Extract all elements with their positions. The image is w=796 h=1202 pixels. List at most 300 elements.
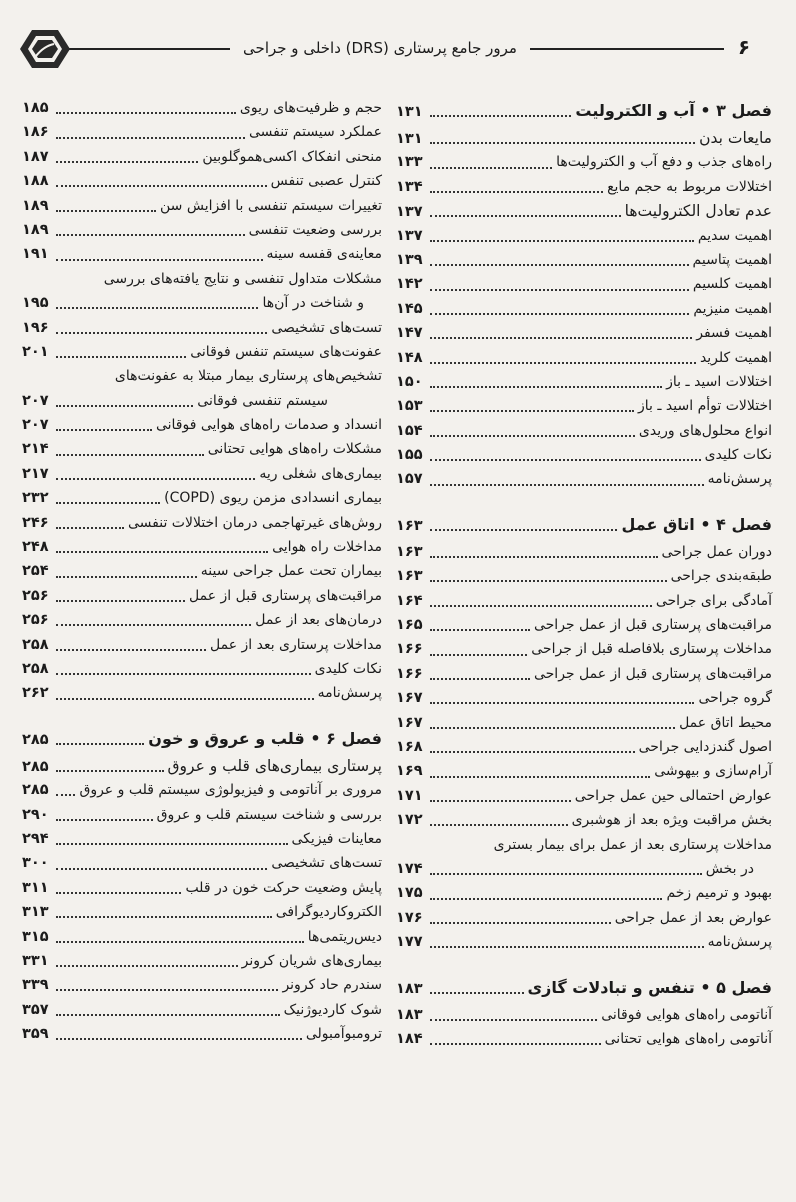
toc-entry-row[interactable]: [396, 467, 772, 491]
toc-chapter-row[interactable]: [396, 96, 772, 126]
dot-leader: [430, 605, 652, 607]
toc-entry-page: ۳۳۱: [22, 952, 49, 969]
toc-entry-row[interactable]: [22, 633, 382, 657]
toc-entry-row[interactable]: [396, 881, 772, 905]
toc-entry-row[interactable]: [396, 564, 772, 588]
toc-entry-row[interactable]: [22, 511, 382, 535]
toc-left-column: [22, 96, 382, 1046]
toc-entry-page: ۱۸۸: [22, 173, 49, 190]
toc-entry-page: ۱۵۴: [396, 422, 423, 439]
toc-entry-page: ۱۳۱: [396, 131, 423, 147]
dot-leader: [430, 142, 695, 144]
toc-chapter-row[interactable]: [396, 973, 772, 1003]
toc-entry-title: نکات کلیدی: [704, 447, 772, 464]
toc-entry-title: بیماران تحت عمل جراحی سینه: [200, 563, 382, 580]
toc-entry-row[interactable]: [22, 998, 382, 1022]
toc-entry-row[interactable]: [22, 1022, 382, 1046]
toc-entry-page: ۲۵۴: [22, 563, 49, 580]
dot-leader: [56, 868, 267, 870]
toc-entry-page: ۱۷۶: [396, 909, 423, 926]
toc-entry-page: ۱۶۳: [396, 517, 423, 534]
toc-entry-row[interactable]: [22, 389, 382, 413]
toc-entry-page: ۱۷۲: [396, 812, 423, 829]
toc-entry-title: طبقه‌بندی جراحی: [670, 568, 772, 585]
dot-leader: [430, 289, 689, 291]
toc-entry-title: فصل ۶ • قلب و عروق و خون: [148, 728, 382, 748]
toc-entry-title: اختلالات مربوط به حجم مایع: [607, 178, 772, 195]
toc-entry-row[interactable]: [396, 906, 772, 930]
toc-entry-title: مشکلات متداول تنفسی و نتایج یافته‌های بررسی: [103, 270, 382, 287]
toc-entry-page: ۱۶۶: [396, 665, 423, 682]
toc-entry-row[interactable]: [396, 662, 772, 686]
dot-leader: [430, 459, 701, 461]
toc-entry-title: عفونت‌های سیستم تنفس فوقانی: [190, 343, 382, 360]
toc-entry-row[interactable]: [396, 321, 772, 345]
toc-entry-page: ۱۶۳: [396, 543, 423, 560]
toc-entry-row[interactable]: [396, 126, 772, 150]
toc-entry-page: ۱۷۴: [396, 860, 423, 877]
toc-entry-title: دوران عمل جراحی: [661, 543, 772, 560]
dot-leader: [56, 112, 236, 114]
toc-entry-row[interactable]: [396, 419, 772, 443]
toc-entry-page: ۱۴۸: [396, 349, 423, 366]
toc-entry-title: آناتومی راه‌های هوایی تحتانی: [604, 1030, 772, 1047]
toc-entry-page: ۱۴۷: [396, 325, 423, 342]
toc-entry-page: ۱۶۷: [396, 714, 423, 731]
toc-entry-page: ۲۸۵: [22, 731, 49, 748]
toc-entry-row[interactable]: [396, 540, 772, 564]
toc-entry-row[interactable]: [396, 930, 772, 954]
dot-leader: [56, 843, 288, 845]
toc-entry-row[interactable]: [396, 248, 772, 272]
toc-entry-title: و شناخت در آن‌ها: [262, 295, 364, 312]
dot-leader: [430, 824, 568, 826]
toc-entry-title: مداخلات راه هوایی: [272, 539, 382, 556]
toc-entry-page: ۳۱۳: [22, 904, 49, 921]
toc-entry-page: ۲۵۶: [22, 612, 49, 629]
toc-entry-page: ۱۸۷: [22, 148, 49, 165]
dot-leader: [56, 965, 238, 967]
toc-entry-row[interactable]: [396, 808, 772, 832]
toc-entry-page: ۲۸۵: [22, 758, 49, 775]
dot-leader: [56, 624, 251, 626]
toc-entry-row[interactable]: [22, 364, 382, 388]
dot-leader: [56, 307, 258, 309]
toc-entry-page: ۱۳۱: [396, 104, 423, 120]
toc-entry-title: آرام‌سازی و بیهوشی: [654, 763, 772, 780]
toc-entry-title: اهمیت سدیم: [697, 227, 772, 244]
toc-entry-row[interactable]: [22, 559, 382, 583]
dot-leader: [430, 215, 621, 217]
toc-entry-row[interactable]: [22, 925, 382, 949]
toc-entry-row[interactable]: [396, 150, 772, 174]
toc-entry-row[interactable]: [22, 462, 382, 486]
toc-entry-page: ۱۹۱: [22, 246, 49, 263]
dot-leader: [430, 873, 702, 875]
dot-leader: [56, 1038, 302, 1040]
toc-entry-title: اهمیت کلرید: [699, 349, 772, 366]
dot-leader: [56, 332, 267, 334]
dot-leader: [56, 673, 311, 675]
toc-entry-title: راه‌های جذب و دفع آب و الکترولیت‌ها: [556, 154, 772, 171]
toc-entry-title: در بخش: [705, 860, 754, 877]
toc-entry-row[interactable]: [22, 291, 382, 315]
toc-entry-page: ۲۱۷: [22, 465, 49, 482]
dot-leader: [430, 386, 662, 388]
toc-entry-row[interactable]: [396, 711, 772, 735]
dot-leader: [430, 115, 571, 117]
toc-entry-row[interactable]: [22, 949, 382, 973]
page-header: [0, 0, 796, 96]
toc-entry-title: مراقبت‌های پرستاری قبل از عمل جراحی: [533, 617, 772, 634]
toc-entry-page: ۳۵۷: [22, 1001, 49, 1018]
dot-leader: [56, 356, 186, 358]
toc-entry-page: ۲۵۸: [22, 636, 49, 653]
toc-entry-title: بیماری‌های شغلی ریه: [259, 465, 382, 482]
toc-entry-page: ۱۸۵: [22, 100, 49, 116]
toc-entry-title: فصل ۵ • تنفس و تبادلات گازی: [527, 977, 772, 997]
toc-entry-row[interactable]: [22, 242, 382, 266]
dot-leader: [430, 240, 694, 242]
toc-entry-row[interactable]: [22, 778, 382, 802]
dot-leader: [56, 819, 153, 821]
toc-entry-title: آمادگی برای جراحی: [655, 592, 772, 609]
toc-entry-row[interactable]: [396, 1003, 772, 1027]
toc-entry-title: معاینات فیزیکی: [291, 830, 382, 847]
toc-entry-row[interactable]: [396, 1027, 772, 1051]
toc-entry-row[interactable]: [22, 267, 382, 291]
toc-entry-row[interactable]: [396, 199, 772, 223]
toc-entry-row[interactable]: [22, 194, 382, 218]
toc-entry-page: ۱۸۳: [396, 980, 423, 997]
dot-leader: [430, 337, 692, 339]
toc-entry-page: ۲۰۱: [22, 343, 49, 360]
toc-entry-title: تغییرات سیستم تنفسی با افزایش سن: [160, 197, 382, 214]
toc-entry-page: ۱۵۷: [396, 471, 423, 488]
dot-leader: [430, 702, 694, 704]
toc-entry-title: پرسش‌نامه: [707, 934, 772, 951]
dot-leader: [430, 1043, 601, 1045]
toc-entry-title: مراقبت‌های پرستاری قبل از عمل: [189, 587, 382, 604]
book-logo-icon: [16, 26, 74, 72]
dot-leader: [56, 478, 255, 480]
toc-entry-title: عدم تعادل الکترولیت‌ها: [624, 202, 772, 221]
toc-entry-row[interactable]: [22, 803, 382, 827]
toc-entry-row[interactable]: [396, 394, 772, 418]
toc-entry-page: ۱۵۵: [396, 447, 423, 464]
dot-leader: [430, 922, 611, 924]
toc-spacer: [22, 706, 382, 724]
toc-entry-title: کنترل عصبی تنفس: [270, 173, 382, 190]
dot-leader: [430, 435, 635, 437]
toc-entry-title: فصل ۳ • آب و الکترولیت: [575, 101, 772, 120]
toc-entry-page: ۳۵۹: [22, 1026, 49, 1043]
toc-entry-page: ۱۸۹: [22, 197, 49, 214]
toc-entry-row[interactable]: [22, 120, 382, 144]
toc-entry-page: ۲۴۸: [22, 539, 49, 556]
toc-entry-page: ۳۱۱: [22, 879, 49, 896]
dot-leader: [430, 678, 530, 680]
toc-entry-page: ۱۵۳: [396, 398, 423, 415]
toc-chapter-row[interactable]: [22, 724, 382, 754]
toc-entry-page: ۱۷۱: [396, 787, 423, 804]
toc-entry-title: مراقبت‌های پرستاری قبل از عمل جراحی: [533, 665, 772, 682]
toc-entry-title: اهمیت پتاسیم: [692, 251, 772, 268]
dot-leader: [56, 527, 124, 529]
toc-entry-title: معاینه‌ی قفسه سینه: [266, 246, 382, 263]
dot-leader: [430, 313, 689, 315]
dot-leader: [56, 454, 204, 456]
dot-leader: [56, 649, 206, 651]
toc-entry-page: ۳۳۹: [22, 977, 49, 994]
toc-entry-page: ۱۶۶: [396, 641, 423, 658]
toc-entry-title: بیماری‌های شریان کرونر: [241, 952, 382, 969]
toc-entry-row[interactable]: [396, 833, 772, 857]
dot-leader: [56, 161, 198, 163]
toc-entry-row[interactable]: [22, 340, 382, 364]
toc-entry-row[interactable]: [22, 851, 382, 875]
toc-entry-page: ۱۳۷: [396, 204, 423, 221]
toc-entry-row[interactable]: [22, 876, 382, 900]
toc-entry-page: ۱۶۹: [396, 763, 423, 780]
dot-leader: [430, 800, 571, 802]
toc-entry-row[interactable]: [22, 437, 382, 461]
dot-leader: [56, 892, 181, 894]
toc-entry-row[interactable]: [396, 637, 772, 661]
dot-leader: [430, 167, 552, 169]
dot-leader: [56, 916, 272, 918]
toc-entry-title: تست‌های تشخیصی: [271, 855, 382, 872]
toc-entry-page: ۱۸۴: [396, 1030, 423, 1047]
toc-entry-title: شوک کاردیوژنیک: [283, 1001, 382, 1018]
dot-leader: [430, 992, 524, 994]
dot-leader: [430, 946, 704, 948]
toc-entry-title: اختلالات توأم اسید ـ باز: [638, 398, 772, 415]
dot-leader: [56, 794, 75, 796]
toc-entry-page: ۱۹۵: [22, 295, 49, 312]
toc-entry-title: مداخلات پرستاری بلافاصله قبل از جراحی: [531, 641, 772, 658]
toc-entry-page: ۲۰۷: [22, 417, 49, 434]
dot-leader: [430, 410, 634, 412]
toc-entry-title: سندرم حاد کرونر: [282, 977, 382, 994]
toc-entry-row[interactable]: [22, 145, 382, 169]
toc-entry-title: اصول گندزدایی جراحی: [638, 738, 772, 755]
dot-leader: [56, 405, 193, 407]
toc-entry-title: انسداد و صدمات راه‌های هوایی فوقانی: [155, 417, 382, 434]
toc-entry-page: ۲۵۸: [22, 660, 49, 677]
toc-entry-page: ۲۴۶: [22, 514, 49, 531]
toc-entry-page: ۲۶۲: [22, 685, 49, 702]
toc-entry-title: بخش مراقبت ویژه بعد از هوشبری: [571, 812, 772, 829]
toc-entry-page: ۱۸۹: [22, 221, 49, 238]
dot-leader: [430, 529, 617, 531]
toc-entry-row[interactable]: [396, 443, 772, 467]
toc-entry-row[interactable]: [22, 316, 382, 340]
toc-entry-row[interactable]: [22, 218, 382, 242]
dot-leader: [56, 989, 278, 991]
dot-leader: [56, 185, 267, 187]
toc-entry-page: ۱۳۴: [396, 178, 423, 195]
toc-entry-title: دیس‌ریتمی‌ها: [307, 928, 382, 945]
toc-entry-title: پایش وضعیت حرکت خون در قلب: [185, 879, 382, 896]
toc-entry-title: بررسی وضعیت تنفسی: [248, 221, 382, 238]
dot-leader: [56, 210, 156, 212]
toc-entry-row[interactable]: [396, 857, 772, 881]
dot-leader: [430, 898, 662, 900]
toc-entry-page: ۱۶۳: [396, 568, 423, 585]
toc-entry-title: الکتروکاردیوگرافی: [275, 904, 382, 921]
toc-entry-row[interactable]: [396, 175, 772, 199]
toc-entry-title: بررسی و شناخت سیستم قلب و عروق: [156, 806, 382, 823]
page-number: ۶: [730, 32, 758, 62]
toc-entry-title: نکات کلیدی: [314, 660, 382, 677]
dot-leader: [56, 137, 245, 139]
dot-leader: [56, 551, 268, 553]
toc-entry-row[interactable]: [22, 827, 382, 851]
toc-entry-row[interactable]: [396, 686, 772, 710]
toc-entry-page: ۱۸۳: [396, 1006, 423, 1023]
toc-entry-title: حجم و ظرفیت‌های ریوی: [239, 100, 382, 116]
dot-leader: [56, 234, 245, 236]
dot-leader: [430, 556, 658, 558]
toc-entry-page: ۲۹۰: [22, 806, 49, 823]
toc-entry-title: اهمیت کلسیم: [692, 276, 772, 293]
toc-entry-title: عملکرد سیستم تنفسی: [248, 124, 382, 141]
dot-leader: [56, 698, 314, 700]
toc-entry-page: ۲۹۴: [22, 830, 49, 847]
toc-entry-row[interactable]: [396, 297, 772, 321]
toc-entry-row[interactable]: [396, 784, 772, 808]
toc-entry-row[interactable]: [22, 900, 382, 924]
toc-entry-row[interactable]: [22, 681, 382, 705]
toc-entry-page: ۱۶۷: [396, 690, 423, 707]
toc-entry-row[interactable]: [22, 169, 382, 193]
toc-entry-row[interactable]: [396, 759, 772, 783]
dot-leader: [430, 654, 527, 656]
toc-entry-page: ۲۱۴: [22, 441, 49, 458]
toc-entry-title: مروری بر آناتومی و فیزیولوژی سیستم قلب و عروق: [79, 782, 382, 799]
toc-entry-row[interactable]: [22, 973, 382, 997]
toc-entry-title: آناتومی راه‌های هوایی فوقانی: [601, 1006, 772, 1023]
toc-entry-page: ۲۸۵: [22, 782, 49, 799]
running-title: مرور جامع پرستاری (DRS) داخلی و جراحی: [230, 37, 530, 59]
toc-right-column: [396, 96, 772, 1051]
toc-entry-row[interactable]: [396, 370, 772, 394]
toc-entry-title: پرسش‌نامه: [317, 685, 382, 702]
toc-entry-row[interactable]: [396, 346, 772, 370]
toc-entry-title: انواع محلول‌های وریدی: [638, 422, 772, 439]
toc-entry-title: اهمیت منیزیم: [693, 300, 772, 317]
toc-entry-page: ۳۱۵: [22, 928, 49, 945]
toc-entry-title: پرستاری بیماری‌های قلب و عروق: [167, 756, 382, 775]
toc-entry-page: ۱۳۹: [396, 251, 423, 268]
toc-entry-page: ۱۷۵: [396, 885, 423, 902]
toc-entry-row[interactable]: [22, 96, 382, 120]
dot-leader: [56, 259, 263, 261]
dot-leader: [56, 576, 197, 578]
toc-entry-title: بهبود و ترمیم زخم: [666, 885, 772, 902]
toc-entry-row[interactable]: [396, 735, 772, 759]
dot-leader: [430, 629, 530, 631]
dot-leader: [430, 1019, 597, 1021]
toc-entry-title: تشخیص‌های پرستاری بیمار مبتلا به عفونت‌های: [114, 368, 382, 385]
dot-leader: [56, 600, 185, 602]
toc-entry-page: ۱۹۶: [22, 319, 49, 336]
toc-entry-page: ۱۴۵: [396, 300, 423, 317]
toc-entry-title: فصل ۴ • اتاق عمل: [621, 514, 772, 534]
dot-leader: [430, 362, 696, 364]
toc-entry-row[interactable]: [396, 272, 772, 296]
toc-entry-page: ۳۰۰: [22, 855, 49, 872]
toc-entry-title: پرسش‌نامه: [707, 471, 772, 488]
toc-entry-title: سیستم تنفسی فوقانی: [197, 392, 328, 409]
toc-entry-row[interactable]: [22, 608, 382, 632]
toc-entry-title: مشکلات راه‌های هوایی تحتانی: [207, 441, 382, 458]
toc-entry-title: مداخلات پرستاری بعد از عمل برای بیمار بستری: [493, 836, 772, 853]
dot-leader: [56, 502, 160, 504]
toc-entry-title: محیط اتاق عمل: [679, 714, 772, 731]
toc-entry-row[interactable]: [22, 413, 382, 437]
toc-chapter-row[interactable]: [396, 510, 772, 540]
dot-leader: [430, 484, 704, 486]
toc-entry-page: ۱۵۰: [396, 373, 423, 390]
toc-entry-row[interactable]: [22, 754, 382, 778]
toc-entry-title: بیماری انسدادی مزمن ریوی (COPD): [164, 490, 382, 507]
dot-leader: [56, 770, 164, 772]
dot-leader: [430, 751, 635, 753]
toc-entry-title: عوارض بعد از عمل جراحی: [614, 909, 772, 926]
toc-entry-row[interactable]: [22, 584, 382, 608]
dot-leader: [430, 264, 689, 266]
toc-entry-title: مایعات بدن: [699, 129, 772, 147]
toc-entry-title: درمان‌های بعد از عمل: [255, 612, 382, 629]
toc-entry-page: ۱۸۶: [22, 124, 49, 141]
toc-entry-row[interactable]: [22, 486, 382, 510]
dot-leader: [56, 1014, 280, 1016]
toc-entry-page: ۱۶۸: [396, 738, 423, 755]
toc-spacer: [396, 955, 772, 973]
toc-entry-row[interactable]: [22, 535, 382, 559]
toc-entry-row[interactable]: [396, 613, 772, 637]
toc-entry-title: اهمیت فسفر: [696, 325, 772, 342]
toc-entry-title: روش‌های غیرتهاجمی درمان اختلالات تنفسی: [127, 514, 382, 531]
toc-spacer: [396, 492, 772, 510]
toc-entry-page: ۱۷۷: [396, 934, 423, 951]
toc-entry-title: اختلالات اسید ـ باز: [666, 373, 772, 390]
toc-entry-page: ۱۳۳: [396, 154, 423, 171]
toc-entry-title: منحنی انفکاک اکسی‌هموگلوبین: [202, 148, 382, 165]
toc-entry-row[interactable]: [396, 589, 772, 613]
toc-entry-page: ۱۴۲: [396, 276, 423, 293]
dot-leader: [56, 941, 304, 943]
dot-leader: [56, 743, 144, 745]
toc-entry-page: ۲۰۷: [22, 392, 49, 409]
toc-entry-page: ۱۶۵: [396, 617, 423, 634]
toc-entry-page: ۱۶۴: [396, 592, 423, 609]
dot-leader: [430, 580, 667, 582]
dot-leader: [56, 429, 152, 431]
toc-entry-page: ۱۳۷: [396, 227, 423, 244]
dot-leader: [430, 191, 603, 193]
toc-entry-title: گروه جراحی: [698, 690, 772, 707]
dot-leader: [430, 727, 675, 729]
toc-entry-page: ۲۳۲: [22, 490, 49, 507]
toc-entry-title: مداخلات پرستاری بعد از عمل: [210, 636, 382, 653]
toc-entry-title: تست‌های تشخیصی: [271, 319, 382, 336]
toc-entry-row[interactable]: [22, 657, 382, 681]
toc-entry-row[interactable]: [396, 224, 772, 248]
toc-entry-title: ترومبوآمبولی: [305, 1026, 382, 1043]
